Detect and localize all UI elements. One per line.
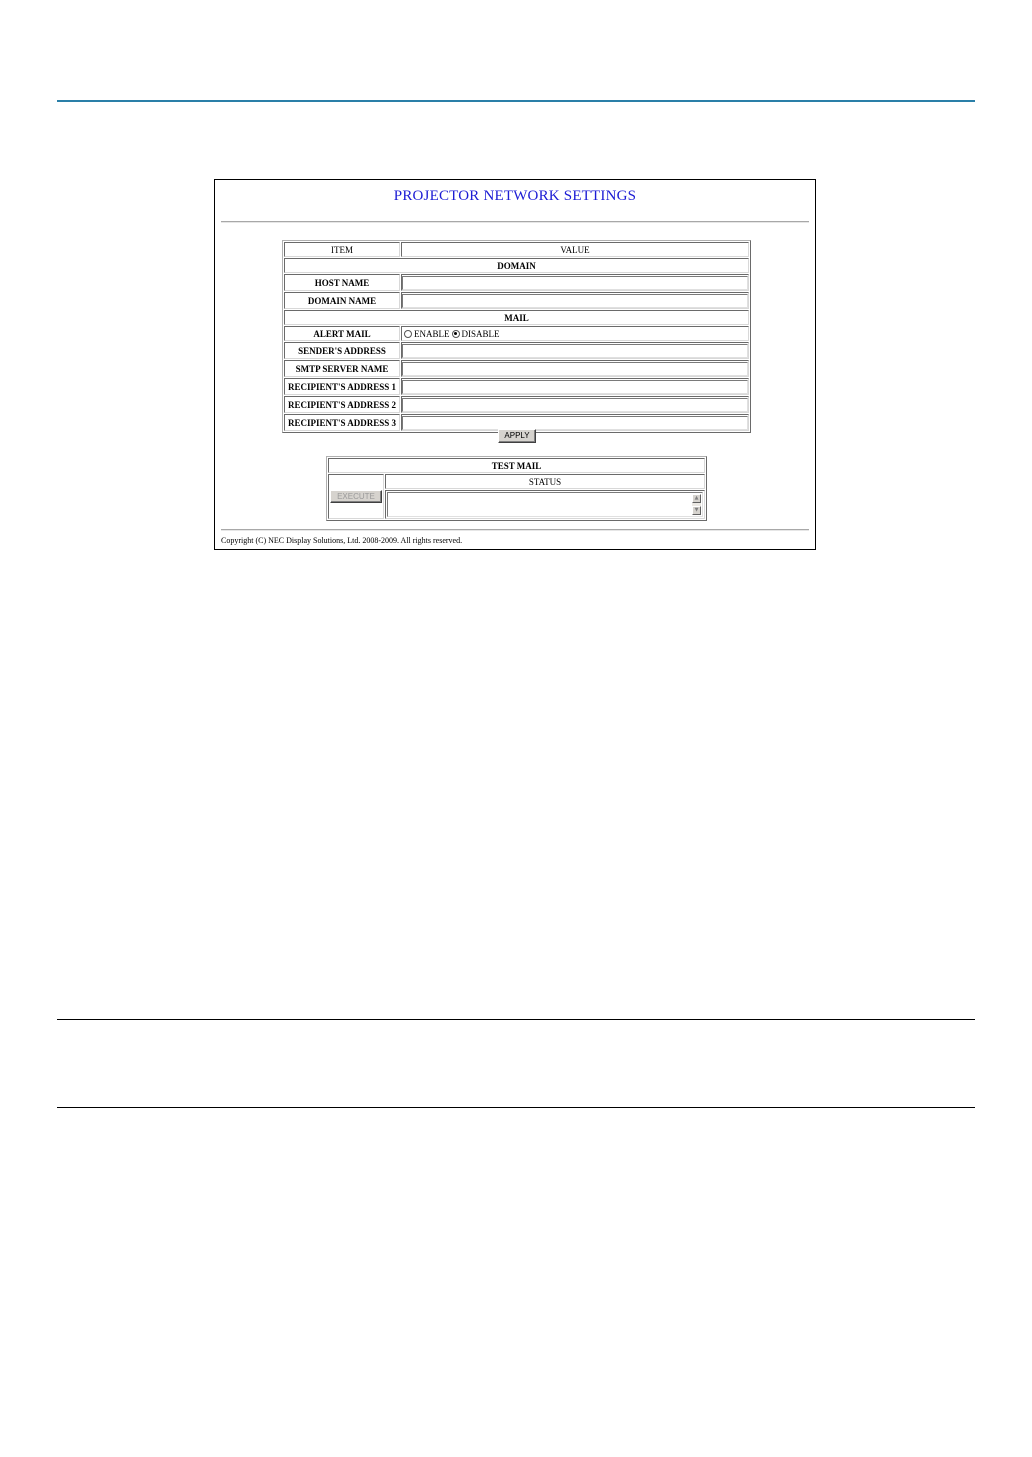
recipient-address-2-label: RECIPIENT'S ADDRESS 2 [284,396,400,413]
alert-mail-enable-radio[interactable] [404,330,412,338]
section-row-domain [284,258,749,273]
footer-divider [221,529,809,531]
test-mail-title-row [328,458,705,473]
test-mail-table [326,456,707,521]
row-smtp-server-name [284,360,749,377]
smtp-server-name-label: SMTP SERVER NAME [284,360,400,377]
settings-table [282,240,751,433]
host-name-cell [401,274,749,291]
alert-mail-disable-radio[interactable] [452,330,460,338]
status-header: STATUS [385,474,705,489]
execute-cell [328,474,384,519]
alert-mail-disable-label[interactable]: DISABLE [461,328,500,339]
section-row-mail [284,310,749,325]
row-recipient-address-2 [284,396,749,413]
recipient-address-1-cell [401,378,749,395]
page-title: PROJECTOR NETWORK SETTINGS [393,188,637,204]
smtp-server-name-cell [401,360,749,377]
host-name-label: HOST NAME [284,274,400,291]
settings-page-frame [214,179,816,550]
senders-address-input[interactable] [402,344,748,358]
recipient-address-2-cell [401,396,749,413]
domain-name-input[interactable] [402,294,748,308]
recipient-address-1-input[interactable] [402,380,748,394]
note-bottom-rule [57,1107,975,1108]
domain-name-label: DOMAIN NAME [284,292,400,309]
status-row [328,490,705,519]
table-header-row [284,242,749,257]
row-host-name [284,274,749,291]
status-cell [385,490,705,519]
copyright-text: Copyright (C) NEC Display Solutions, Ltd. 2008-2009. All rights reserved. [221,536,463,545]
alert-mail-radio-group [402,329,748,339]
item-column-header: ITEM [284,242,400,257]
recipient-address-1-label: RECIPIENT'S ADDRESS 1 [284,378,400,395]
scroll-down-arrow-icon[interactable]: ▼ [692,506,701,515]
recipient-address-3-label: RECIPIENT'S ADDRESS 3 [284,414,400,431]
alert-mail-enable-label[interactable]: ENABLE [414,328,450,339]
row-senders-address [284,342,749,359]
note-top-rule [57,1019,975,1020]
value-column-header: VALUE [401,242,749,257]
smtp-server-name-input[interactable] [402,362,748,376]
row-recipient-address-1 [284,378,749,395]
domain-name-cell [401,292,749,309]
header-rule [57,100,975,102]
alert-mail-cell [401,326,749,341]
scroll-up-arrow-icon[interactable]: ▲ [692,494,701,503]
title-divider [221,221,809,223]
row-alert-mail [284,326,749,341]
recipient-address-2-input[interactable] [402,398,748,412]
alert-mail-label: ALERT MAIL [284,326,400,341]
row-domain-name [284,292,749,309]
senders-address-label: SENDER'S ADDRESS [284,342,400,359]
recipient-address-3-cell [401,414,749,431]
execute-button[interactable]: EXECUTE [330,490,382,503]
test-mail-body-row [328,474,705,489]
section-mail: MAIL [284,310,749,325]
recipient-address-3-input[interactable] [402,416,748,430]
apply-button[interactable]: APPLY [498,429,536,443]
test-mail-title: TEST MAIL [328,458,705,473]
host-name-input[interactable] [402,276,748,290]
status-textarea[interactable] [387,492,703,517]
status-scrollbar[interactable] [692,494,701,515]
senders-address-cell [401,342,749,359]
section-domain: DOMAIN [284,258,749,273]
